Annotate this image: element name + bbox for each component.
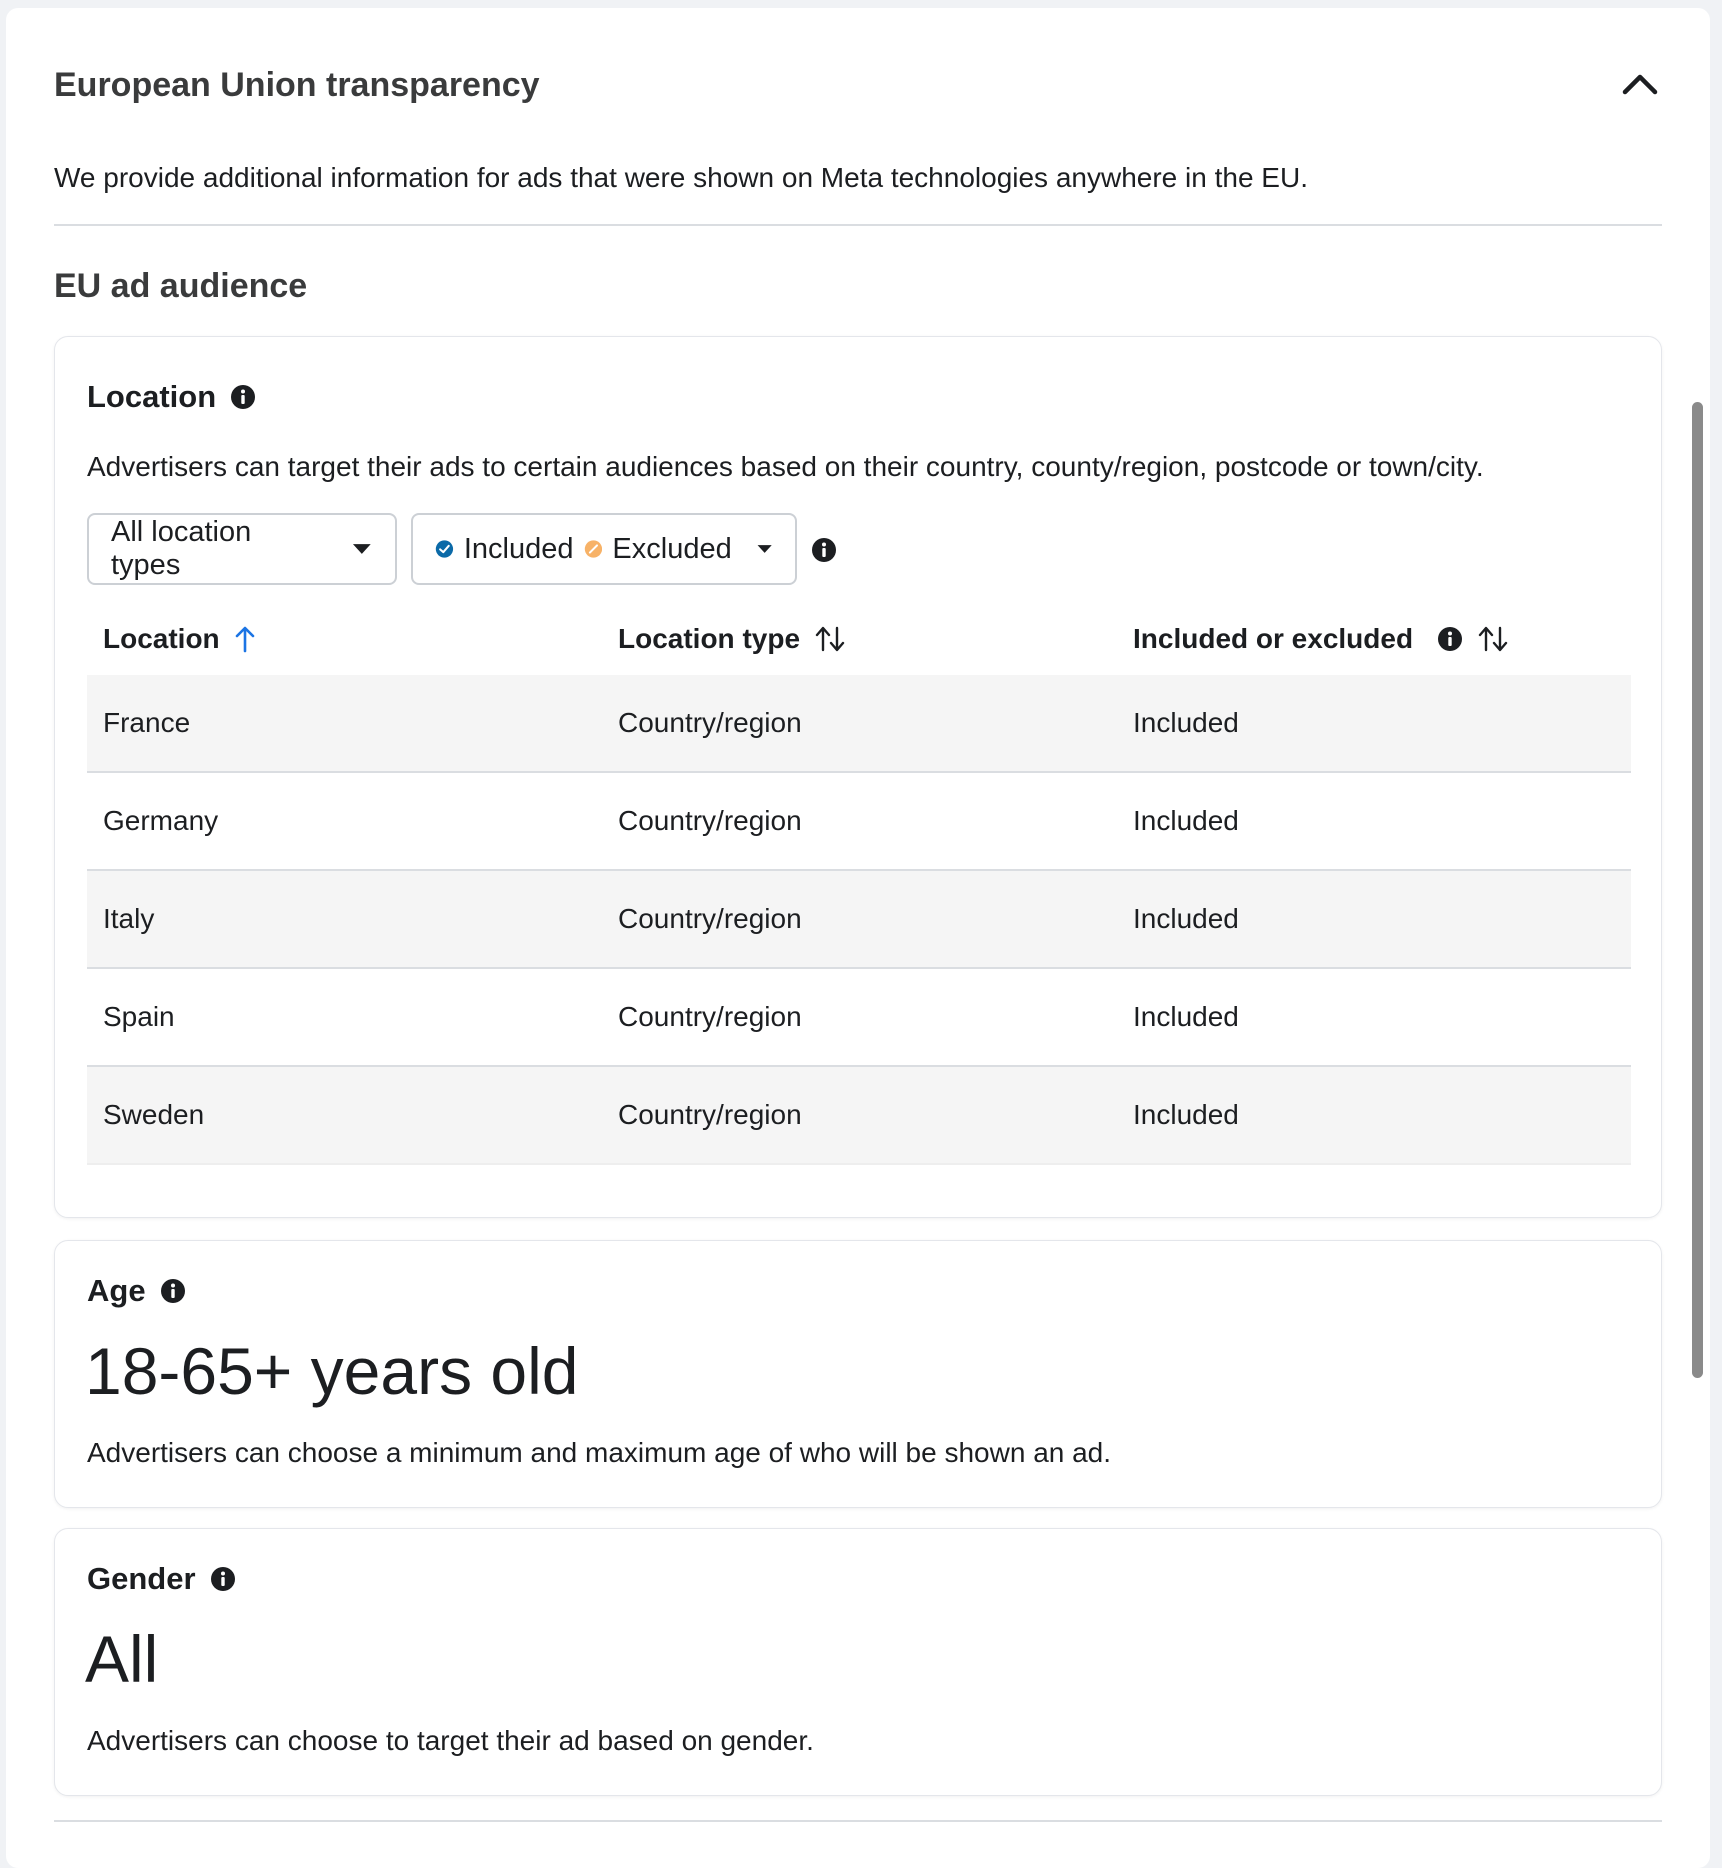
- collapse-button[interactable]: [1616, 64, 1664, 104]
- caret-down-icon: [351, 542, 373, 556]
- cell-location: Italy: [103, 903, 155, 934]
- column-label: Location: [103, 623, 220, 654]
- gender-card-title: [87, 1561, 236, 1597]
- table-row: [87, 1067, 1631, 1165]
- table-row: [87, 773, 1631, 871]
- info-icon[interactable]: [1437, 626, 1463, 652]
- check-circle-icon: [435, 537, 454, 561]
- chevron-up-icon: [1622, 73, 1658, 95]
- inclusion-filter-dropdown[interactable]: [411, 513, 797, 585]
- cell-location-type: Country/region: [618, 805, 802, 836]
- column-header-location-type[interactable]: [602, 623, 1117, 655]
- cell-location-type: Country/region: [618, 707, 802, 738]
- cell-location-type: Country/region: [618, 1001, 802, 1032]
- location-card: [54, 336, 1662, 1218]
- location-card-title: [87, 379, 256, 415]
- eu-transparency-panel: [6, 8, 1710, 1868]
- caret-down-icon: [756, 542, 773, 556]
- excluded-circle-icon: [584, 537, 603, 561]
- location-type-label: All location types: [111, 516, 252, 581]
- column-header-location[interactable]: [87, 623, 602, 655]
- cell-location-type: Country/region: [618, 1099, 802, 1130]
- location-type-dropdown[interactable]: [87, 513, 397, 585]
- age-title-text: Age: [87, 1273, 146, 1308]
- column-header-included-excluded[interactable]: [1117, 623, 1631, 655]
- age-description: Advertisers can choose a minimum and maximum age of who will be shown an ad.: [87, 1437, 1112, 1468]
- cell-status: Included: [1133, 707, 1239, 738]
- gender-description: Advertisers can choose to target their ad based on gender.: [87, 1725, 814, 1756]
- cell-status: Included: [1133, 1099, 1239, 1130]
- included-label: Included: [463, 532, 574, 565]
- scrollbar-thumb[interactable]: [1692, 402, 1703, 1378]
- info-icon[interactable]: [230, 384, 256, 410]
- divider: [54, 1820, 1662, 1822]
- sort-both-icon[interactable]: [814, 625, 846, 653]
- gender-title-text: Gender: [87, 1561, 196, 1596]
- audience-title: EU ad audience: [54, 267, 308, 305]
- cell-status: Included: [1133, 805, 1239, 836]
- sort-both-icon[interactable]: [1477, 625, 1509, 653]
- section-title: European Union transparency: [54, 66, 540, 104]
- cell-status: Included: [1133, 903, 1239, 934]
- cell-location: Germany: [103, 805, 219, 836]
- info-icon[interactable]: [811, 537, 837, 563]
- section-intro: We provide additional information for ads that were shown on Meta technologies anywhere in the EU.: [54, 162, 1308, 193]
- column-label: Location type: [618, 623, 801, 654]
- divider: [54, 224, 1662, 226]
- cell-location: France: [103, 707, 191, 738]
- age-card: [54, 1240, 1662, 1508]
- age-card-title: [87, 1273, 186, 1309]
- table-header: [87, 603, 1631, 675]
- info-icon[interactable]: [210, 1566, 236, 1592]
- location-description: Advertisers can target their ads to certain audiences based on their country, county/region, postcode or town/city.: [87, 451, 1484, 482]
- info-icon[interactable]: [160, 1278, 186, 1304]
- table-row: [87, 871, 1631, 969]
- age-value: 18-65+ years old: [85, 1334, 579, 1408]
- cell-location: Sweden: [103, 1099, 205, 1130]
- excluded-label: Excluded: [612, 532, 732, 565]
- location-table: [87, 603, 1631, 1165]
- location-title-text: Location: [87, 379, 217, 414]
- cell-location: Spain: [103, 1001, 175, 1032]
- cell-status: Included: [1133, 1001, 1239, 1032]
- sort-asc-icon[interactable]: [234, 625, 256, 653]
- column-label: Included or excluded: [1133, 623, 1414, 654]
- gender-value: All: [85, 1622, 159, 1696]
- table-row: [87, 969, 1631, 1067]
- table-row: [87, 675, 1631, 773]
- cell-location-type: Country/region: [618, 903, 802, 934]
- gender-card: [54, 1528, 1662, 1796]
